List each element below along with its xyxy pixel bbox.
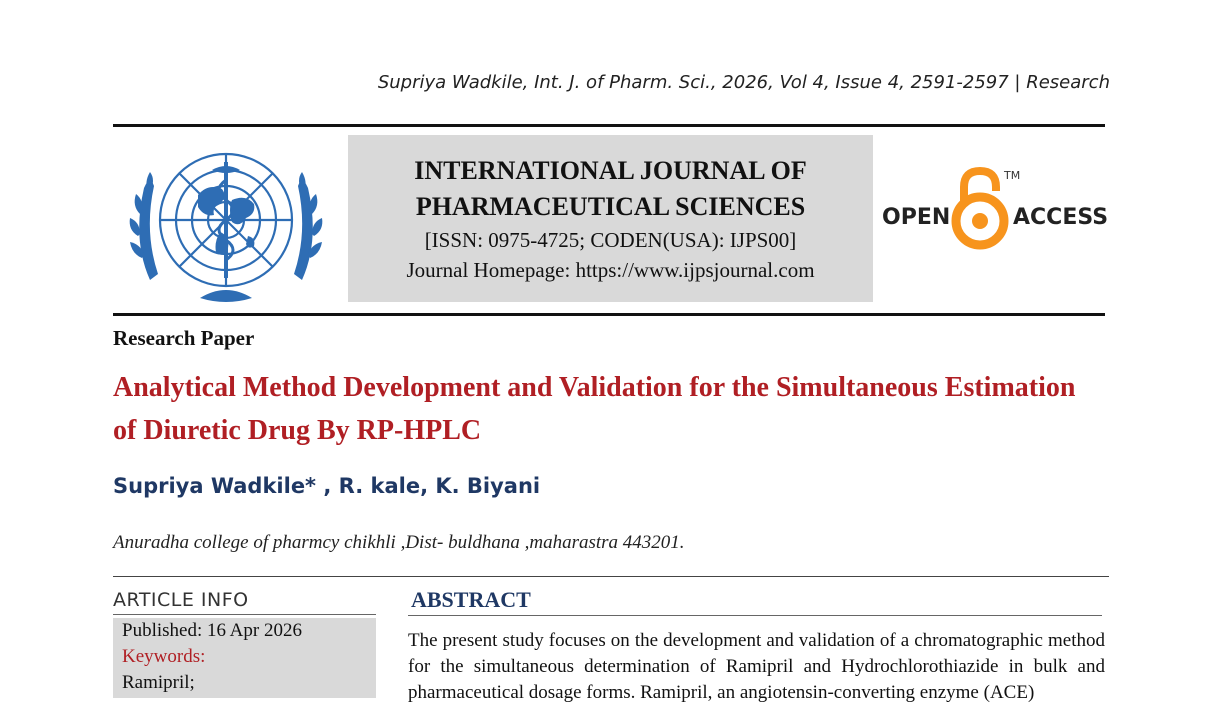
journal-masthead xyxy=(348,135,873,302)
article-info-heading: ARTICLE INFO xyxy=(113,589,249,611)
running-head: Supriya Wadkile, Int. J. of Pharm. Sci., 2026, Vol 4, Issue 4, 2591-2597 | Research xyxy=(377,72,1110,93)
journal-title-line2: PHARMACEUTICAL SCIENCES xyxy=(415,192,806,221)
article-info-rule xyxy=(113,576,1109,577)
journal-title-line1: INTERNATIONAL JOURNAL OF xyxy=(414,156,807,185)
open-access-logo xyxy=(880,165,1110,255)
published-date: Published: 16 Apr 2026 xyxy=(122,620,302,641)
paper-title: Analytical Method Development and Validation for the Simultaneous Estimation of Diuretic Drug By RP-HPLC xyxy=(113,372,1076,446)
paper-authors: Supriya Wadkile* , R. kale, K. Biyani xyxy=(113,474,541,498)
keyword-item: Ramipril; xyxy=(122,672,195,693)
open-access-lock-icon xyxy=(956,171,1004,245)
abstract-underline xyxy=(408,615,1102,616)
paper-affiliation: Anuradha college of pharmcy chikhli ,Dist- buldhana ,maharastra 443201. xyxy=(113,532,685,553)
open-word: OPEN xyxy=(882,205,951,230)
journal-homepage: Journal Homepage: https://www.ijpsjournal.com xyxy=(406,258,815,282)
article-info-underline xyxy=(113,614,376,615)
header-rule-top xyxy=(113,124,1105,127)
abstract-heading: ABSTRACT xyxy=(411,587,531,612)
header-rule-bottom xyxy=(113,313,1105,316)
article-info-box xyxy=(113,618,376,698)
trademark-mark: TM xyxy=(1004,169,1021,182)
keywords-label: Keywords: xyxy=(122,646,206,667)
abstract-text: The present study focuses on the development and validation of a chromatographic method for the simultaneous determination of Ramipril and Hydrochlorothiazide in bulk and pharmaceutical dosage forms. Ramipril, an angiotensin-converting enzyme (ACE) xyxy=(408,630,1105,703)
access-word: ACCESS xyxy=(1013,205,1109,230)
paper-type-label: Research Paper xyxy=(113,326,255,350)
journal-issn: [ISSN: 0975-4725; CODEN(USA): IJPS00] xyxy=(424,228,797,252)
journal-emblem-icon xyxy=(128,140,324,306)
